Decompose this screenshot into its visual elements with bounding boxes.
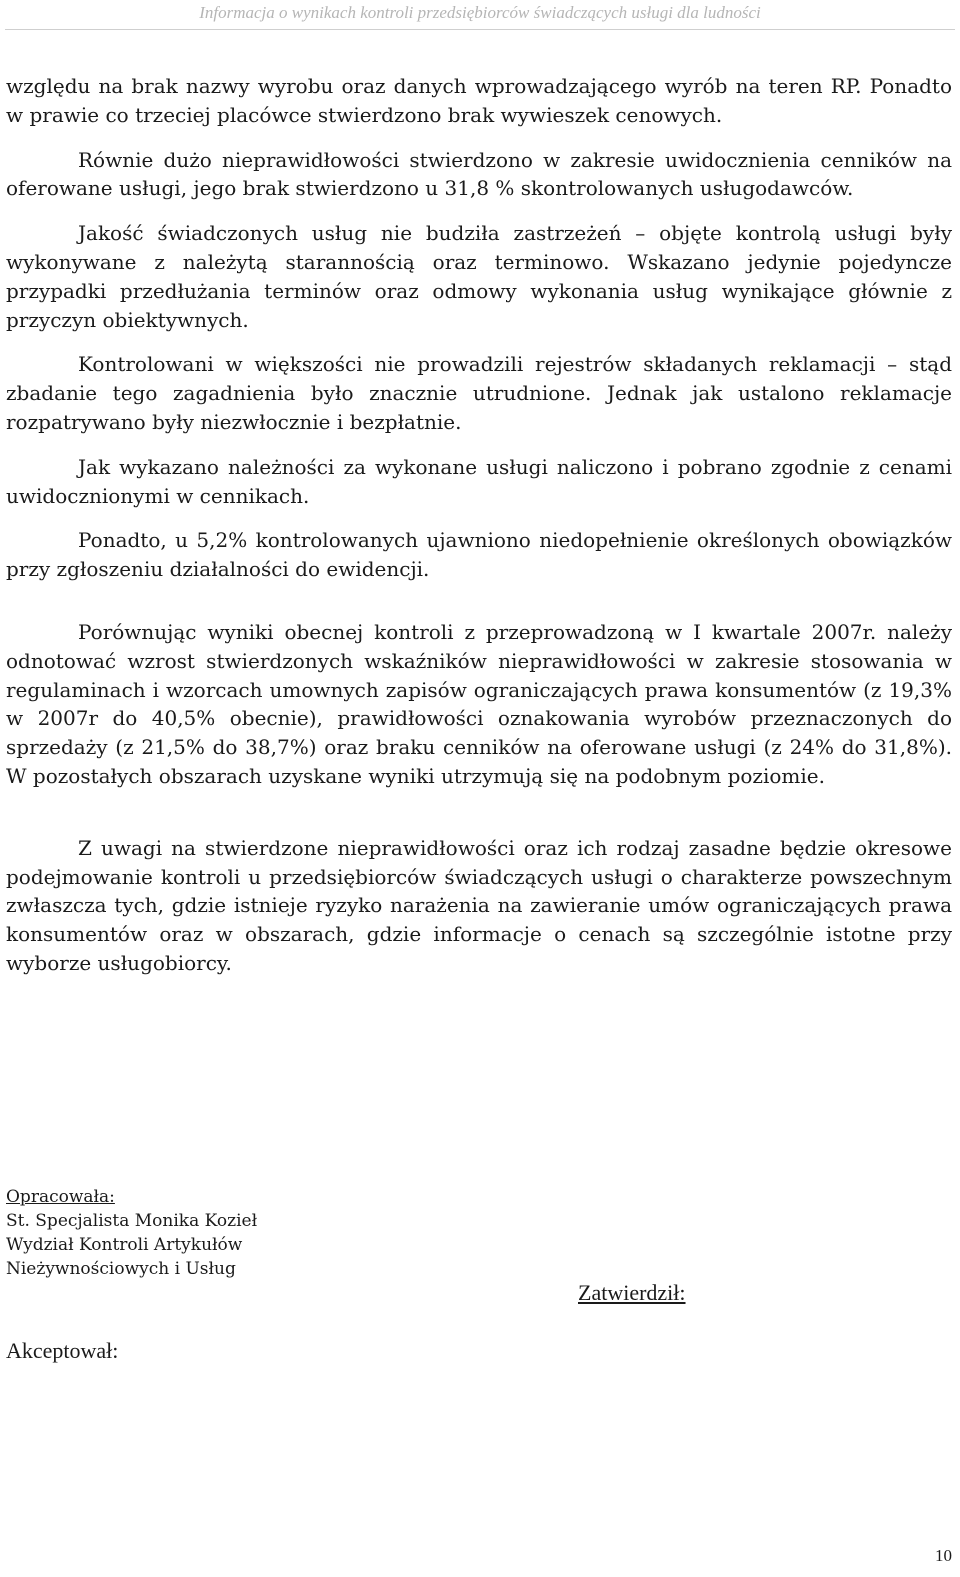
approved-by-label: Zatwierdził: [578,1280,686,1305]
running-title: Informacja o wynikach kontroli przedsiębiorców świadczących usługi dla ludności [199,3,761,22]
header-divider [5,29,955,30]
paragraph-complaints: Kontrolowani w większości nie prowadzili rejestrów składanych reklamacji – stąd zbadanie tego zagadnienia było znacznie utrudnione. Jednak jak ustalono reklamacje rozpatrywano były niezwłocznie i bezpłatnie. [6,352,952,434]
paragraph-service-quality: Jakość świadczonych usług nie budziła zastrzeżeń – objęte kontrolą usługi były wykonywane z należytą starannością oraz terminowo. Wskazano jedynie pojedyncze przypadki przedłużania terminów oraz odmowy wykonania usług wynikające głównie z przyczyn obiektywnych. [6,221,952,332]
paragraph-price-lists: Równie dużo nieprawidłowości stwierdzono w zakresie uwidocznienia cenników na oferowane usługi, jego brak stwierdzono u 31,8 % skontrolowanych usługodawców. [6,147,952,201]
running-header [0,0,960,40]
paragraph-comparison: Porównując wyniki obecnej kontroli z przeprowadzoną w I kwartale 2007r. należy odnotować wzrost stwierdzonych wskaźników nieprawidłowości w zakresie stosowania w regulaminach i wzorcach umownych zapisów ograniczających prawa konsumentów (z 19,3% w 2007r do 40,5% obecnie), prawidłowości oznakowania wyrobów przeznaczonych do sprzedaży (z 21,5% do 38,7%) oraz braku cenników na oferowane usługi (z 24% do 31,8%). W pozostałych obszarach uzyskane wyniki utrzymują się na podobnym poziomie. [6,619,952,788]
page-number: 10 [935,1546,952,1565]
paragraph-registration: Ponadto, u 5,2% kontrolowanych ujawniono niedopełnienie określonych obowiązków przy zgłoszeniu działalności do ewidencji. [6,528,952,582]
paragraph-continued: względu na brak nazwy wyrobu oraz danych wprowadzającego wyrób na teren RP. Ponadto w prawie co trzeciej placówce stwierdzono brak wywieszek cenowych. [6,74,952,127]
author-name: St. Specjalista Monika Kozieł [6,1211,258,1231]
author-department: Wydział Kontroli Artykułów [6,1235,243,1255]
prepared-by-label: Opracowała: [6,1187,115,1207]
paragraph-charges: Jak wykazano należności za wykonane usługi naliczono i pobrano zgodnie z cenami uwidocznionymi w cennikach. [6,454,952,508]
document-body [6,72,952,978]
accepted-by-label: Akceptował: [6,1338,119,1363]
prepared-by-block [6,1185,257,1281]
paragraph-conclusion: Z uwagi na stwierdzone nieprawidłowości oraz ich rodzaj zasadne będzie okresowe podejmowanie kontroli u przedsiębiorców świadczących usługi o charakterze powszechnym zwłaszcza tych, gdzie istnieje ryzyko narażenia na zawieranie umów ograniczających prawa konsumentów oraz w obszarach, gdzie informacje o cenach są szczególnie istotne przy wyborze usługobiorcy. [6,835,952,975]
author-department-cont: Nieżywnościowych i Usług [6,1259,236,1279]
